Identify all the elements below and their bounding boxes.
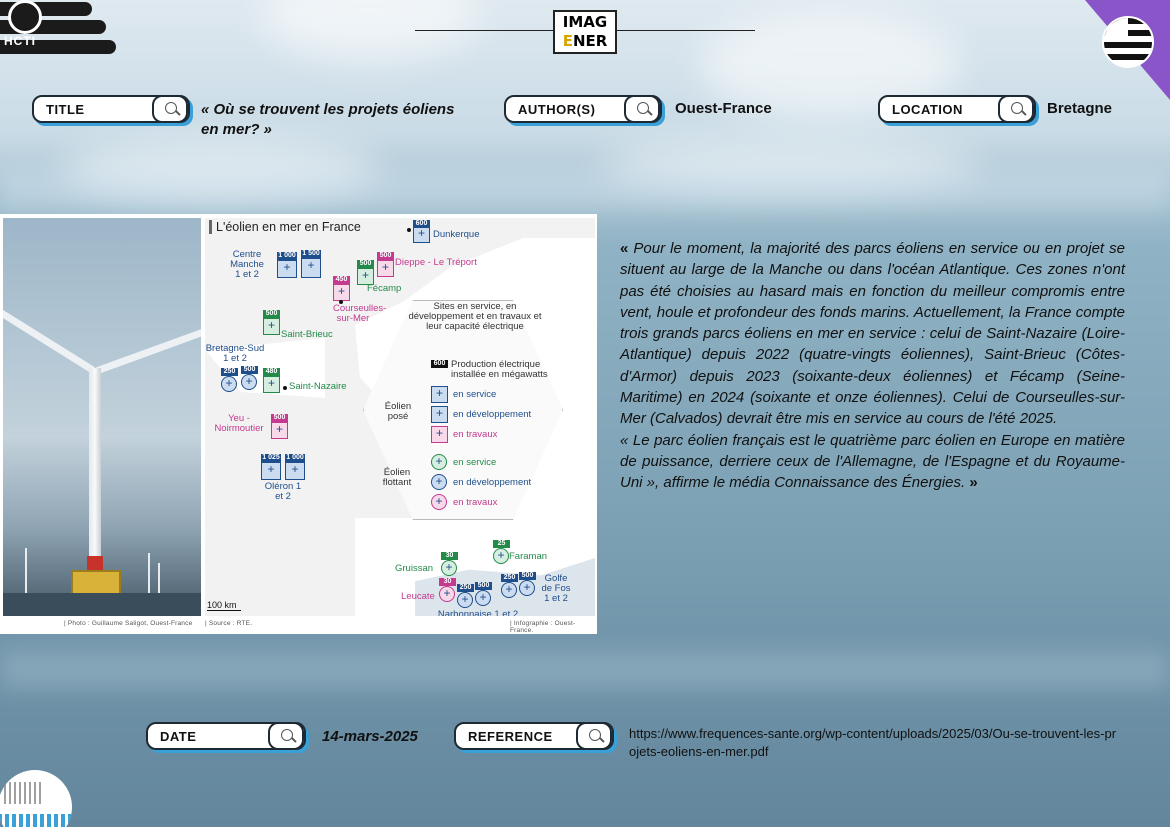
legend-pose-service-icon [431,386,448,403]
site-label: Saint-Nazaire [289,381,347,392]
site-label: Golfe de Fos 1 et 2 [541,573,571,604]
site-icon [271,422,288,439]
floating-site-icon [501,582,517,598]
title-line-1: IMAG [562,13,608,31]
capacity-badge: 500 [475,582,492,590]
author-value: Ouest-France [675,100,772,117]
legend-float-travaux-icon [431,494,447,510]
title-line-2-rest: NER [572,32,608,50]
legend-en-developpement: en développement [453,409,532,420]
town-stamp-icon [0,770,72,827]
reference-url[interactable]: https://www.frequences-sante.org/wp-content/uploads/2025/03/Ou-se-trouvent-les-projets-eoliens-en-mer.pdf [629,726,1117,759]
floating-site-icon [475,590,491,606]
logo-text: HCTI [4,34,36,48]
legend-pose-travaux-icon [431,426,448,443]
legend-flottant-label: Éolien flottant [382,467,412,488]
author-field-label: AUTHOR(S) [518,102,596,117]
title-field-label: TITLE [46,102,85,117]
close-quote: » [969,474,978,492]
imagener-title [415,10,755,56]
imagener-logo-box [553,10,617,54]
legend-float-dev-icon [431,474,447,490]
site-label: Oléron 1 et 2 [264,481,302,502]
legend-pose-label: Éolien posé [384,401,412,422]
site-label: Dieppe - Le Tréport [395,257,477,268]
legend-float-service-icon [431,454,447,470]
search-icon[interactable] [576,722,612,750]
capacity-badge: 1 500 [302,250,320,257]
location-field[interactable] [878,95,1036,123]
description-paragraph-1: Pour le moment, la majorité des parcs éoliens en service ou en projet se situent au large de la Manche ou dans l'océan Atlantique. Ces zones n'ont pas été choisies au hasard mais en fonction du meilleur compromis entre vent, houle et profondeur des fonds marins. Actuellement, la France compte trois grands parcs éoliens en mer en service : celui de Saint-Nazaire (Loire-Atlantique) depuis 2022 (quatre-vingts éoliennes), Saint-Brieuc (Côtes-d'Armor) depuis 2023 (soixante-deux éoliennes) et Fécamp (Seine-Maritime) en 2024 (soixante et onze éoliennes). Celui de Courseulles-sur-Mer (Calvados) devrait être mis en service au cours de l'été 2025. [620,240,1125,428]
site-icon [261,462,281,480]
bretagne-flag-icon [1102,16,1154,68]
site-label: Centre Manche 1 et 2 [230,249,264,280]
site-icon [377,260,394,277]
source-credit: | Source : RTE. [205,620,253,627]
description-paragraph-2: « Le parc éolien français est le quatrième parc éolien en Europe en matière de puissance, derriere ceux de l'Allemagne, de l'Espagne et du Royaume-Uni », affirme le média Connaissance des Énergies. [620,431,1125,492]
floating-site-icon [241,374,257,390]
site-icon [333,284,350,301]
legend-float-en-travaux: en travaux [453,497,498,508]
site-icon [263,376,280,393]
wind-turbine-photo [3,218,201,616]
title-line-2 [555,32,615,51]
floating-site-icon [457,592,473,608]
sea-wave [0,650,1170,690]
date-field-label: DATE [160,729,197,744]
capacity-badge: 1 025 [262,454,280,461]
date-value: 14-mars-2025 [322,728,418,745]
floating-site-icon [493,548,509,564]
capacity-badge: 480 [263,368,280,376]
photo-credit: | Photo : Guillaume Saligot, Ouest-France [64,620,193,627]
offshore-wind-map [205,218,595,616]
site-icon [263,318,280,335]
capacity-badge: 500 [263,310,280,318]
site-label: Leucate [401,591,435,602]
legend-float-en-service: en service [453,457,497,468]
search-icon[interactable] [152,95,188,123]
reference-field[interactable] [454,722,614,750]
map-scale: 100 km [207,600,241,611]
site-icon [277,260,297,278]
legend-capacity-desc: Production électrique installée en mégawatts [451,359,548,380]
search-icon[interactable] [998,95,1034,123]
legend-en-service: en service [453,389,497,400]
open-quote: « [620,240,629,257]
site-label: Narbonnaise 1 et 2 [437,609,519,616]
map-title: L'éolien en mer en France [209,220,361,234]
infographic-panel [0,214,597,634]
title-accent-letter: E [562,32,573,50]
site-label: Faraman [509,551,548,562]
site-icon [285,462,305,480]
sea-wave [0,170,1170,210]
reference-field-label: REFERENCE [468,729,553,744]
capacity-badge: 500 [271,414,288,422]
site-label: Gruissan [395,563,434,574]
floating-site-icon [441,560,457,576]
legend-en-travaux: en travaux [453,429,498,440]
search-icon[interactable] [268,722,304,750]
floating-site-icon [439,586,455,602]
site-icon [301,258,321,278]
location-field-label: LOCATION [892,102,963,117]
capacity-badge: 450 [333,276,350,284]
site-icon [413,226,430,243]
title-field[interactable] [32,95,190,123]
site-label: Yeu - Noirmoutier [214,413,264,434]
infographic-credit: | Infographie : Ouest-France. [510,620,576,634]
capacity-badge: 600 [413,220,430,228]
site-label: Fécamp [367,283,402,294]
title-value: « Où se trouvent les projets éoliens en mer? » [201,101,455,138]
date-field[interactable] [146,722,306,750]
site-label: Courseulles-sur-Mer [333,303,387,324]
hcti-logo [0,0,120,58]
floating-site-icon [519,580,535,596]
search-icon[interactable] [624,95,660,123]
location-value: Bretagne [1047,100,1113,117]
capacity-badge: 500 [519,572,536,580]
article-description [620,238,1125,494]
capacity-badge: 30 [439,578,456,586]
capacity-badge: 250 [457,584,474,592]
legend-heading: Sites en service, en développement et en travaux et leur capacité électrique [408,301,542,332]
capacity-badge: 30 [441,552,458,560]
capacity-badge: 250 [221,368,238,376]
capacity-badge: 500 [357,260,374,268]
site-label: Dunkerque [433,229,480,240]
capacity-badge: 500 [241,366,258,374]
legend-capacity-sample: 600 [431,360,448,368]
capacity-badge: 1 000 [286,454,304,461]
author-field[interactable] [504,95,662,123]
site-label: Bretagne-Sud 1 et 2 [205,343,265,364]
capacity-badge: 500 [377,252,394,260]
capacity-badge: 25 [493,540,510,548]
capacity-badge: 250 [501,574,518,582]
capacity-badge: 1 000 [278,252,296,259]
site-label: Saint-Brieuc [281,329,333,340]
floating-site-icon [221,376,237,392]
legend-float-en-developpement: en développement [453,477,532,488]
legend-pose-dev-icon [431,406,448,423]
